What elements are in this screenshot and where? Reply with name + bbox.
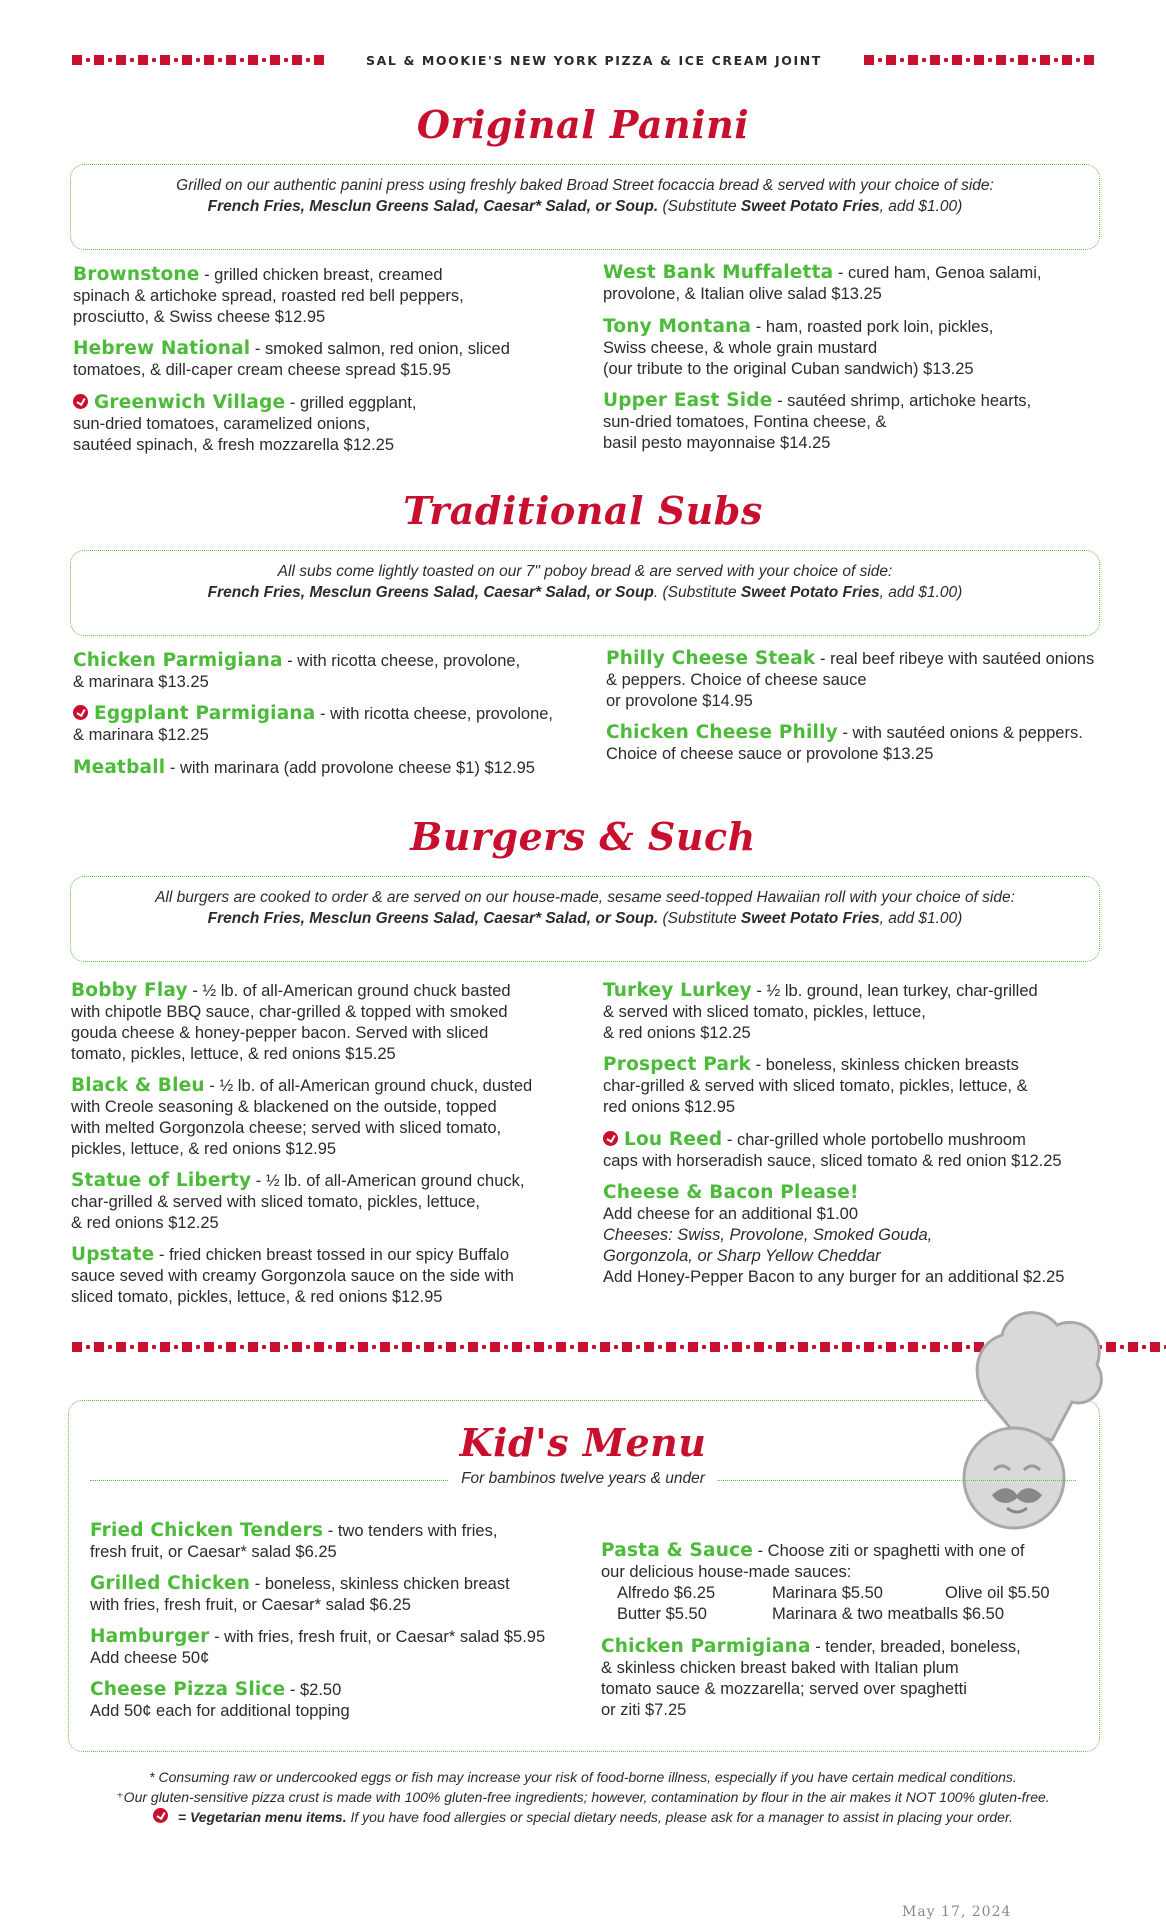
menu-item (90, 1626, 545, 1669)
item-desc-line: gouda cheese & honey-pepper bacon. Served with sliced (71, 1024, 489, 1042)
footnote-raw-food: * Consuming raw or undercooked eggs or fish may increase your risk of food-borne illness, especially if you have certain medical conditions. (149, 1769, 1017, 1785)
item-desc: - with ricotta cheese, provolone, (315, 705, 554, 723)
item-desc-line: red onions $12.95 (603, 1098, 736, 1116)
panini-sub-pre: (Substitute (658, 198, 741, 215)
menu-item (603, 980, 1038, 1044)
item-desc-line: & served with sliced tomato, pickles, lettuce, (603, 1003, 926, 1021)
panini-sub-bold: Sweet Potato Fries (740, 198, 880, 215)
item-desc-line: Swiss cheese, & whole grain mustard (603, 339, 878, 357)
item-desc: - real beef ribeye with sautéed onions (815, 650, 1095, 668)
menu-item (603, 1182, 1064, 1288)
item-desc-line: Add 50¢ each for additional topping (90, 1702, 350, 1720)
item-desc-line: & marinara $12.25 (73, 726, 209, 744)
subs-note (70, 550, 1100, 636)
item-name: Meatball (73, 757, 166, 778)
item-desc-line: sun-dried tomatoes, caramelized onions, (73, 415, 371, 433)
item-desc-line: or ziti $7.25 (601, 1701, 687, 1719)
item-desc: - with fries, fresh fruit, or Caesar* salad $5.95 (209, 1628, 546, 1646)
menu-item (603, 1129, 1062, 1172)
item-desc: - grilled chicken breast, creamed (199, 266, 443, 284)
item-desc: - ½ lb. ground, lean turkey, char-grilled (751, 982, 1038, 1000)
menu-item (73, 757, 535, 779)
chef-mascot-icon (932, 1290, 1112, 1530)
menu-item (73, 703, 553, 746)
item-desc-line: char-grilled & served with sliced tomato, pickles, lettuce, (71, 1193, 481, 1211)
item-desc: - boneless, skinless chicken breasts (751, 1056, 1019, 1074)
item-desc: - with ricotta cheese, provolone, (282, 652, 521, 670)
panini-sub-post: , add $1.00) (879, 198, 963, 215)
item-desc-line: sauce seved with creamy Gorgonzola sauce on the side with (71, 1267, 514, 1285)
vegetarian-icon (153, 1808, 168, 1823)
item-name: Statue of Liberty (71, 1170, 252, 1191)
panini-sides: French Fries, Mesclun Greens Salad, Caesar* Salad, or Soup. (207, 198, 659, 215)
item-desc-line: sun-dried tomatoes, Fontina cheese, & (603, 413, 887, 431)
burgers-title: Burgers & Such (410, 814, 756, 859)
item-name: Grilled Chicken (90, 1573, 251, 1594)
menu-item (73, 338, 510, 381)
item-name: Bobby Flay (71, 980, 188, 1001)
item-name: Greenwich Village (94, 392, 286, 413)
header-deco-right (864, 55, 1094, 65)
item-desc-line: & skinless chicken breast baked with Italian plum (601, 1659, 959, 1677)
subs-sub-post: , add $1.00) (879, 584, 963, 601)
menu-item (71, 980, 511, 1065)
sauce-option: Olive oil $5.50 (945, 1584, 1050, 1602)
subs-sub-pre: . (Substitute (653, 584, 741, 601)
item-desc: - fried chicken breast tossed in our spicy Buffalo (154, 1246, 510, 1264)
item-desc: - char-grilled whole portobello mushroom (722, 1131, 1026, 1149)
burgers-note-line1: All burgers are cooked to order & are served on our house-made, sesame seed-topped Hawaiian roll with your choice of side: (155, 889, 1015, 906)
item-name: Eggplant Parmigiana (94, 703, 316, 724)
menu-item (90, 1679, 350, 1722)
item-desc-line: prosciutto, & Swiss cheese $12.95 (73, 308, 326, 326)
menu-item (73, 392, 416, 456)
item-name: Philly Cheese Steak (606, 648, 816, 669)
burgers-sub-post: , add $1.00) (879, 910, 963, 927)
item-desc: - smoked salmon, red onion, sliced (250, 340, 510, 358)
item-desc-line: tomato sauce & mozzarella; served over spaghetti (601, 1680, 967, 1698)
item-name: Upper East Side (603, 390, 773, 411)
item-desc-line: Add cheese 50¢ (90, 1649, 210, 1667)
kids-subtitle (90, 1470, 1076, 1490)
item-name: Brownstone (73, 264, 200, 285)
item-desc-line: Choice of cheese sauce or provolone $13.25 (606, 745, 934, 763)
item-desc-line: & red onions $12.25 (71, 1214, 219, 1232)
menu-item (71, 1244, 514, 1308)
item-desc-line: char-grilled & served with sliced tomato, pickles, lettuce, & (603, 1077, 1028, 1095)
item-desc-line: pickles, lettuce, & red onions $12.95 (71, 1140, 337, 1158)
item-desc-line: spinach & artichoke spread, roasted red bell peppers, (73, 287, 464, 305)
item-name: West Bank Muffaletta (603, 262, 834, 283)
item-desc-line: our delicious house-made sauces: (601, 1563, 852, 1581)
subs-note-line1: All subs come lightly toasted on our 7" poboy bread & are served with your choice of side: (277, 563, 893, 580)
item-name: Prospect Park (603, 1054, 752, 1075)
menu-item (73, 264, 464, 328)
menu-item (603, 1054, 1028, 1118)
item-desc-line: sautéed spinach, & fresh mozzarella $12.25 (73, 436, 395, 454)
item-desc-line: basil pesto mayonnaise $14.25 (603, 434, 831, 452)
panini-title: Original Panini (416, 102, 750, 147)
item-name: Chicken Parmigiana (73, 650, 283, 671)
burgers-note (70, 876, 1100, 962)
item-desc-line: Cheeses: Swiss, Provolone, Smoked Gouda, (603, 1226, 933, 1244)
item-desc: - with marinara (add provolone cheese $1) $12.95 (165, 759, 535, 777)
item-desc: - with sautéed onions & peppers. (837, 724, 1083, 742)
menu-item (603, 390, 1031, 454)
footnote-gluten: ⁺Our gluten-sensitive pizza crust is made with 100% gluten-free ingredients; however, contamination by flour in the air makes it NOT 100% gluten-free. (116, 1789, 1050, 1805)
item-desc-line: provolone, & Italian olive salad $13.25 (603, 285, 882, 303)
item-desc-line: with fries, fresh fruit, or Caesar* salad $6.25 (90, 1596, 411, 1614)
subs-sides: French Fries, Mesclun Greens Salad, Caesar* Salad, or Soup (207, 584, 654, 601)
sauce-option: Alfredo $6.25 (617, 1584, 716, 1602)
subs-sub-bold: Sweet Potato Fries (740, 584, 880, 601)
item-desc-line: tomatoes, & dill-caper cream cheese spread $15.95 (73, 361, 451, 379)
item-desc-line: tomato, pickles, lettuce, & red onions $15.25 (71, 1045, 396, 1063)
menu-item (71, 1075, 532, 1160)
item-desc-line: with Creole seasoning & blackened on the outside, topped (71, 1098, 497, 1116)
item-desc-line: caps with horseradish sauce, sliced tomato & red onion $12.25 (603, 1152, 1062, 1170)
item-desc: - $2.50 (285, 1681, 342, 1699)
item-name: Black & Bleu (71, 1075, 205, 1096)
item-desc-line: with melted Gorgonzola cheese; served with sliced tomato, (71, 1119, 502, 1137)
item-desc-line: & red onions $12.25 (603, 1024, 751, 1042)
vegetarian-legend: = Vegetarian menu items. (173, 1809, 347, 1825)
item-desc-line: (our tribute to the original Cuban sandwich) $13.25 (603, 360, 974, 378)
item-desc-line: & marinara $13.25 (73, 673, 209, 691)
item-desc-line: fresh fruit, or Caesar* salad $6.25 (90, 1543, 337, 1561)
sauce-option: Marinara $5.50 (772, 1584, 883, 1602)
item-desc: - ½ lb. of all-American ground chuck, (251, 1172, 525, 1190)
item-desc-line: & peppers. Choice of cheese sauce (606, 671, 867, 689)
item-name: Upstate (71, 1244, 155, 1265)
item-name: Turkey Lurkey (603, 980, 752, 1001)
footnote-vegetarian (0, 1808, 1166, 1827)
item-name: Hamburger (90, 1626, 210, 1647)
item-desc: - boneless, skinless chicken breast (250, 1575, 510, 1593)
burgers-sub-bold: Sweet Potato Fries (740, 910, 880, 927)
menu-item (73, 650, 520, 693)
menu-item (601, 1540, 1075, 1625)
item-name: Chicken Cheese Philly (606, 722, 838, 743)
panini-note-line1: Grilled on our authentic panini press using freshly baked Broad Street focaccia bread & served with your choice of side: (176, 177, 994, 194)
kids-subtitle-text: For bambinos twelve years & under (449, 1470, 717, 1487)
item-desc: - two tenders with fries, (323, 1522, 498, 1540)
burgers-note-line2 (71, 908, 1099, 929)
sauce-option: Butter $5.50 (617, 1605, 707, 1623)
item-desc-line: with chipotle BBQ sauce, char-grilled & topped with smoked (71, 1003, 508, 1021)
item-name: Pasta & Sauce (601, 1540, 753, 1561)
item-name: Fried Chicken Tenders (90, 1520, 324, 1541)
item-desc: - ½ lb. of all-American ground chuck, dusted (204, 1077, 533, 1095)
item-desc: - Choose ziti or spaghetti with one of (753, 1542, 1025, 1560)
subs-title: Traditional Subs (403, 488, 763, 533)
menu-item (606, 648, 1094, 712)
item-name: Cheese Pizza Slice (90, 1679, 286, 1700)
item-desc-line: Add Honey-Pepper Bacon to any burger for an additional $2.25 (603, 1268, 1065, 1286)
vegetarian-icon (603, 1131, 618, 1146)
subs-note-line2 (71, 582, 1099, 603)
menu-item (90, 1520, 497, 1563)
menu-item (71, 1170, 525, 1234)
item-desc-line: or provolone $14.95 (606, 692, 753, 710)
item-desc-line: sliced tomato, pickles, lettuce, & red onions $12.95 (71, 1288, 443, 1306)
sauce-list (601, 1583, 1075, 1625)
item-desc: - grilled eggplant, (285, 394, 417, 412)
menu-item (90, 1573, 510, 1616)
item-name: Cheese & Bacon Please! (603, 1182, 859, 1203)
item-desc: - sautéed shrimp, artichoke hearts, (772, 392, 1032, 410)
menu-item (603, 262, 1042, 305)
restaurant-name: SAL & MOOKIE'S NEW YORK PIZZA & ICE CREAM JOINT (366, 52, 822, 68)
kids-title: Kid's Menu (459, 1420, 707, 1465)
sauce-option: Marinara & two meatballs $6.50 (772, 1605, 1005, 1623)
item-name: Tony Montana (603, 316, 752, 337)
item-desc: - tender, breaded, boneless, (810, 1638, 1021, 1656)
item-name: Hebrew National (73, 338, 251, 359)
vegetarian-icon (73, 705, 88, 720)
print-date: May 17, 2024 (902, 1904, 1012, 1920)
header-bar (72, 50, 1094, 70)
panini-note-line2 (71, 196, 1099, 217)
item-name: Chicken Parmigiana (601, 1636, 811, 1657)
burgers-sub-pre: (Substitute (658, 910, 741, 927)
panini-note (70, 164, 1100, 250)
item-desc-line: Gorgonzola, or Sharp Yellow Cheddar (603, 1247, 881, 1265)
item-desc: - cured ham, Genoa salami, (833, 264, 1042, 282)
item-desc: - ½ lb. of all-American ground chuck basted (187, 982, 511, 1000)
menu-item (606, 722, 1083, 765)
allergy-note: If you have food allergies or special dietary needs, please ask for a manager to assist in placing your order. (346, 1809, 1013, 1825)
menu-item (603, 316, 993, 380)
vegetarian-icon (73, 394, 88, 409)
menu-item (601, 1636, 1021, 1721)
item-desc: - ham, roasted pork loin, pickles, (751, 318, 994, 336)
item-desc-line: Add cheese for an additional $1.00 (603, 1205, 859, 1223)
header-deco-left (72, 55, 324, 65)
burgers-sides: French Fries, Mesclun Greens Salad, Caesar* Salad, or Soup. (207, 910, 659, 927)
item-name: Lou Reed (624, 1129, 723, 1150)
